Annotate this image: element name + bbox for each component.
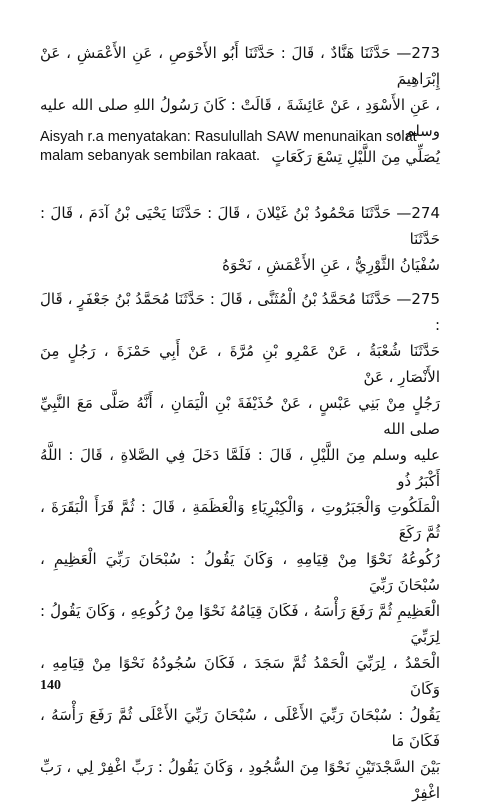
- hadith-line: 275— حَدَّثَنَا مُحَمَّدُ بْنُ الْمُثَنَّى ، قَالَ : حَدَّثَنَا مُحَمَّدُ بْنُ جَعْفَرٍ ، قَالَ :: [40, 290, 440, 334]
- translation-273: Aisyah r.a menyatakan: Rasulullah SAW menunaikan solat malam sebanyak sembilan rakaat.: [40, 129, 417, 164]
- hadith-line: الْعَظِيمِ ثُمَّ رَفَعَ رَأْسَهُ ، فَكَانَ قِيَامُهُ نَحْوًا مِنْ رُكُوعِهِ ، وَكَانَ يَقُولُ : لِرَبِّيَ: [40, 602, 440, 646]
- hadith-line: عليه وسلم مِنَ اللَّيْلِ ، قَالَ : فَلَمَّا دَخَلَ فِي الصَّلاةِ ، قَالَ : اللَّهُ أَكْبَرُ ذُو: [40, 446, 440, 490]
- hadith-line: رُكُوعُهُ نَحْوًا مِنْ قِيَامِهِ ، وَكَانَ يَقُولُ : سُبْحَانَ رَبِّيَ الْعَظِيمِ ، سُبْحَانَ رَبِّيَ: [40, 550, 440, 594]
- hadith-line: يُصَلِّي مِنَ اللَّيْلِ تِسْعَ رَكَعَاتٍ: [271, 148, 440, 166]
- hadith-line: حَدَّثَنَا شُعْبَةُ ، عَنْ عَمْرِو بْنِ مُرَّةَ ، عَنْ أَبِي حَمْزَةَ ، رَجُلٍ مِنَ الأَنْصَارِ ، عَنْ: [40, 342, 440, 386]
- hadith-line: سُفْيَانُ الثَّوْرِيُّ ، عَنِ الأَعْمَشِ ، نَحْوَهُ: [222, 256, 440, 274]
- hadith-275: [40, 286, 440, 806]
- hadith-line: الْمَلَكُوتِ وَالْجَبَرُوتِ ، وَالْكِبْرِيَاءِ وَالْعَظَمَةِ ، قَالَ : ثُمَّ قَرَأَ الْبَقَرَةَ ، ثُمَّ رَكَعَ: [40, 498, 440, 542]
- hadith-274: [40, 200, 440, 278]
- hadith-line: 274— حَدَّثَنَا مَحْمُودُ بْنُ غَيْلانَ ، قَالَ : حَدَّثَنَا يَحْيَى بْنُ آدَمَ ، قَالَ : حَدَّثَنَا: [40, 204, 440, 248]
- hadith-line: الْحَمْدُ ، لِرَبِّيَ الْحَمْدُ ثُمَّ سَجَدَ ، فَكَانَ سُجُودُهُ نَحْوًا مِنْ قِيَامِهِ ، وَكَانَ: [40, 654, 440, 698]
- hadith-line: يَقُولُ : سُبْحَانَ رَبِّيَ الأَعْلَى ، سُبْحَانَ رَبِّيَ الأَعْلَى ثُمَّ رَفَعَ رَأْسَهُ ، فَكَانَ مَا: [40, 706, 440, 750]
- hadith-line: رَجُلٍ مِنْ بَنِي عَبْسٍ ، عَنْ حُذَيْفَةَ بْنِ الْيَمَانِ ، أَنَّهُ صَلَّى مَعَ النَّبِيِّ صلى الله: [40, 394, 440, 438]
- page-number: 140: [40, 678, 61, 693]
- hadith-line: 273— حَدَّثَنَا هَنَّادٌ ، قَالَ : حَدَّثَنَا أَبُو الأَحْوَصِ ، عَنِ الأَعْمَشِ ، عَنْ إِبْرَاهِيمَ: [40, 44, 440, 88]
- hadith-line: ، عَنِ الأَسْوَدِ ، عَنْ عَائِشَةَ ، قَالَتْ : كَانَ رَسُولُ اللهِ صلى الله عليه وسلم ،: [40, 96, 440, 140]
- hadith-line: بَيْنَ السَّجْدَتَيْنِ نَحْوًا مِنَ السُّجُودِ ، وَكَانَ يَقُولُ : رَبِّ اغْفِرْ لِي ، رَبِّ اغْفِرْ: [40, 758, 440, 802]
